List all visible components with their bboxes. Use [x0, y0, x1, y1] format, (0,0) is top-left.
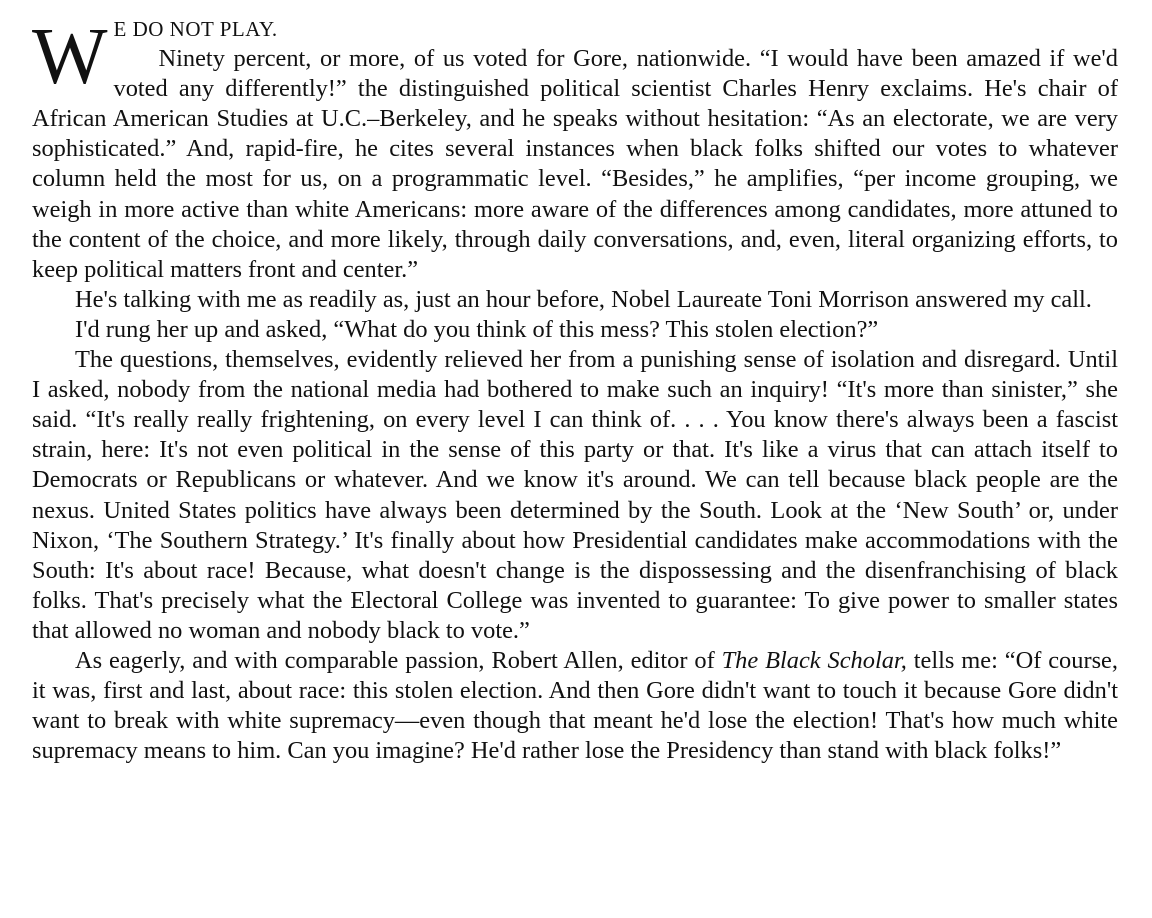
paragraph-5-after: tells me: “Of course, it was, first and last, about race: this stolen election. And then Gore didn't want to touch it because Gore didn't want to break with white supremacy—even though that meant he'd lose the election! That's how much white supremacy means to him. Can you imagine? He'd rather lose the Presidency than stand with black folks!”: [32, 646, 1118, 765]
article-page: [32, 14, 1118, 766]
opening-paragraph: [32, 14, 1118, 285]
publication-title: The Black Scholar,: [721, 646, 907, 674]
paragraph-3: I'd rung her up and asked, “What do you think of this mess? This stolen election?”: [75, 315, 879, 343]
paragraph-4: The questions, themselves, evidently relieved her from a punishing sense of isolation and disregard. Until I asked, nobody from the national media had bothered to make such an inquiry! “It's more than sinister,” she said. “It's really really frightening, on every level I can think of. . . . You know there's always been a fascist strain, here: It's not even political in the sense of this party or that. It's like a virus that can attach itself to Democrats or Republicans or whatever. And we know it's around. We can tell because black people are the nexus. United States politics have always been determined by the South. Look at the ‘New South’ or, under Nixon, ‘The Southern Strategy.’ It's finally about how Presidential candidates make accommodations with the South: It's about race! Because, what doesn't change is the dispossessing and the disenfranchising of black folks. That's precisely what the Electoral College was invented to guarantee: To give power to smaller states that allowed no woman and nobody black to vote.”: [32, 346, 1118, 644]
drop-cap: W: [32, 13, 108, 101]
paragraph-5: [32, 646, 1118, 766]
paragraph-5-before: As eagerly, and with comparable passion, Robert Allen, editor of: [75, 646, 722, 674]
lead-in-text: E DO NOT PLAY.: [113, 17, 278, 41]
paragraph-2: He's talking with me as readily as, just an hour before, Nobel Laureate Toni Morrison answered my call.: [75, 285, 1092, 313]
paragraph-1-text: Ninety percent, or more, of us voted for Gore, nationwide. “I would have been amazed if we'd voted any differently!” the distinguished political scientist Charles Henry exclaims. He's chair of African American Studies at U.C.–Berkeley, and he speaks without hesitation: “As an electorate, we are very sophisticated.” And, rapid-fire, he cites several instances when black folks shifted our votes to whatever column held the most for us, on a programmatic level. “Besides,” he amplifies, “per income grouping, we weigh in more active than white Americans: more aware of the differences among candidates, more attuned to the content of the choice, and more likely, through daily conversations, and, even, literal organizing efforts, to keep political matters front and center.”: [32, 45, 1118, 283]
